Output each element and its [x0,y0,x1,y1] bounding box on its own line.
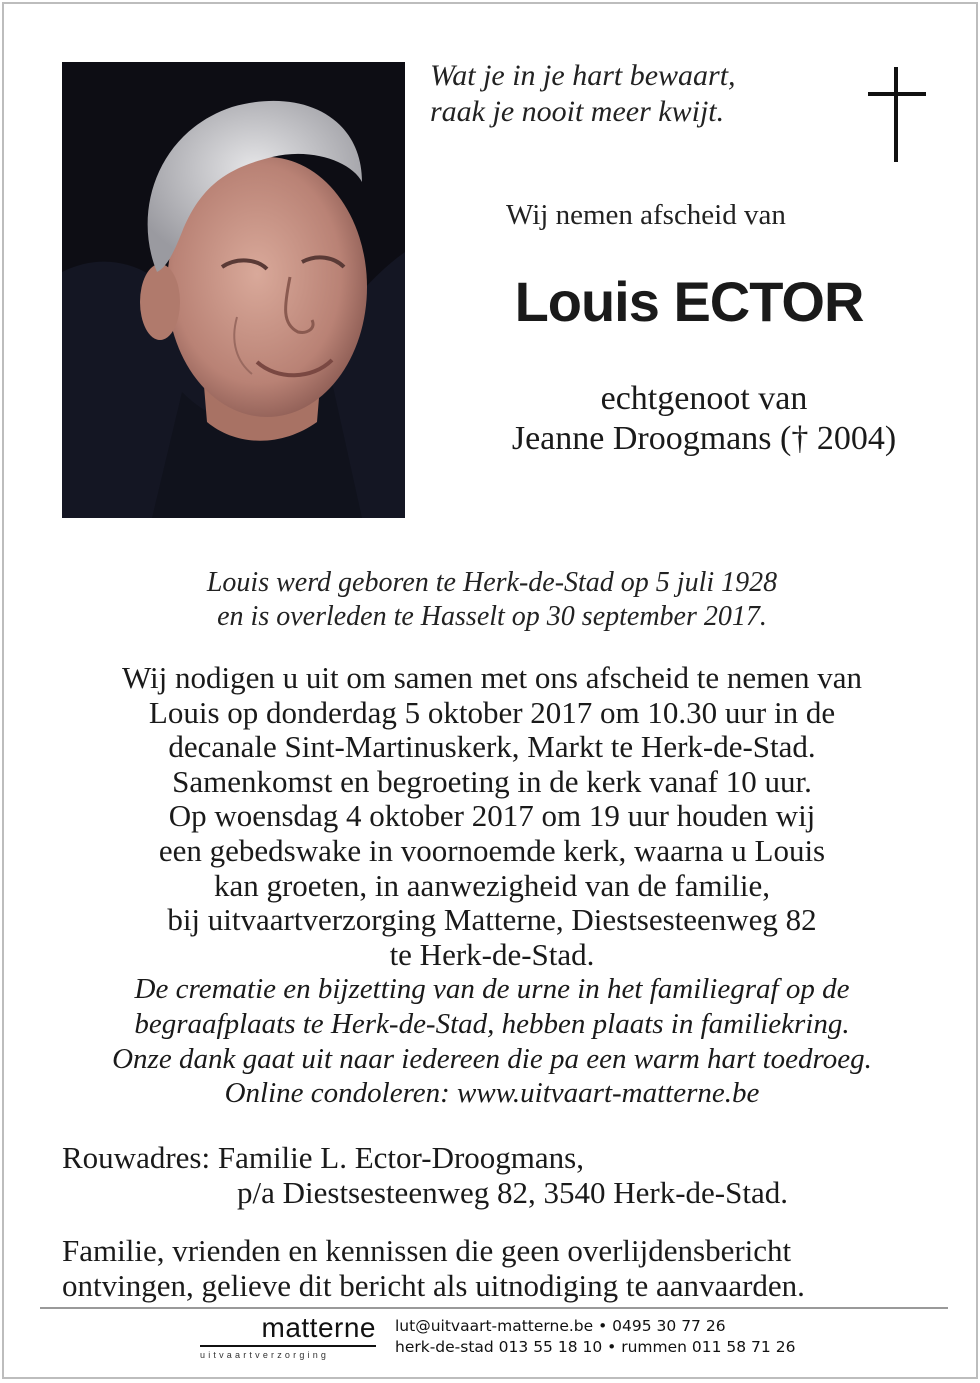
closing-line-2: ontvingen, gelieve dit bericht als uitnodiging te aanvaarden. [62,1268,805,1303]
mourning-address [62,1140,942,1210]
thanks-line: Onze dank gaat uit naar iedereen die pa een warm hart toedroeg. [112,1042,872,1075]
invitation-line: Op woensdag 4 oktober 2017 om 19 uur houden wij [168,798,816,834]
cremation-line: De crematie en bijzetting van de urne in het familiegraf op de [134,973,850,1006]
life-dates [4,566,980,634]
invitation-line: te Herk-de-Stad. [389,936,595,972]
quote-line-2: raak je nooit meer kwijt. [430,95,725,128]
address-line-2: p/a Diestsesteenweg 82, 3540 Herk-de-Stad. [237,1175,788,1210]
invitation-line: decanale Sint-Martinuskerk, Markt te Herk-de-Stad. [168,729,816,765]
invitation-line: een gebedswake in voornoemde kerk, waarna u Louis [158,832,826,868]
spouse-line-1: echtgenoot van [600,380,808,417]
invitation-line: kan groeten, in aanwezigheid van de familie, [213,867,771,903]
invitation-line: Wij nodigen u uit om samen met ons afscheid te nemen van [122,660,862,695]
footer-contact [395,1316,815,1358]
obituary-card [2,2,978,1379]
logo-subtitle: uitvaartverzorging [200,1350,330,1360]
death-line: en is overleden te Hasselt op 30 september 2017. [217,601,767,632]
spouse-line-2: Jeanne Droogmans († 2004) [511,420,897,457]
closing-note [62,1233,962,1303]
invitation-block [4,661,980,1111]
birth-line: Louis werd geboren te Herk-de-Stad op 5 juli 1928 [206,567,778,598]
cross-icon [868,67,926,163]
invitation-line: Louis op donderdag 5 oktober 2017 om 10.30 uur in de [148,694,836,730]
invitation-line: bij uitvaartverzorging Matterne, Diestsesteenweg 82 [167,902,817,938]
deceased-name: Louis ECTOR [514,270,864,333]
quote-line-1: Wat je in je hart bewaart, [430,59,736,92]
invitation-line: Samenkomst en begroeting in de kerk vanaf 10 uur. [172,763,812,799]
matterne-logo [200,1312,376,1360]
footer-divider [40,1307,948,1309]
memorial-quote [430,58,790,130]
online-condolence-line: Online condoleren: www.uitvaart-matterne.be [224,1077,760,1110]
cremation-line: begraafplaats te Herk-de-Stad, hebben plaats in familiekring. [134,1007,850,1040]
address-line-1: Rouwadres: Familie L. Ector-Droogmans, [62,1140,584,1175]
closing-line-1: Familie, vrienden en kennissen die geen overlijdensbericht [62,1233,792,1268]
portrait-photo [62,62,405,518]
spouse-info [424,379,980,459]
logo-underline [200,1345,376,1347]
contact-email-phone: lut@uitvaart-matterne.be • 0495 30 77 26 [395,1317,726,1335]
intro-text: Wij nemen afscheid van [506,199,786,231]
contact-branches: herk-de-stad 013 55 18 10 • rummen 011 58 71 26 [395,1338,796,1356]
logo-wordmark: matterne [261,1312,376,1343]
